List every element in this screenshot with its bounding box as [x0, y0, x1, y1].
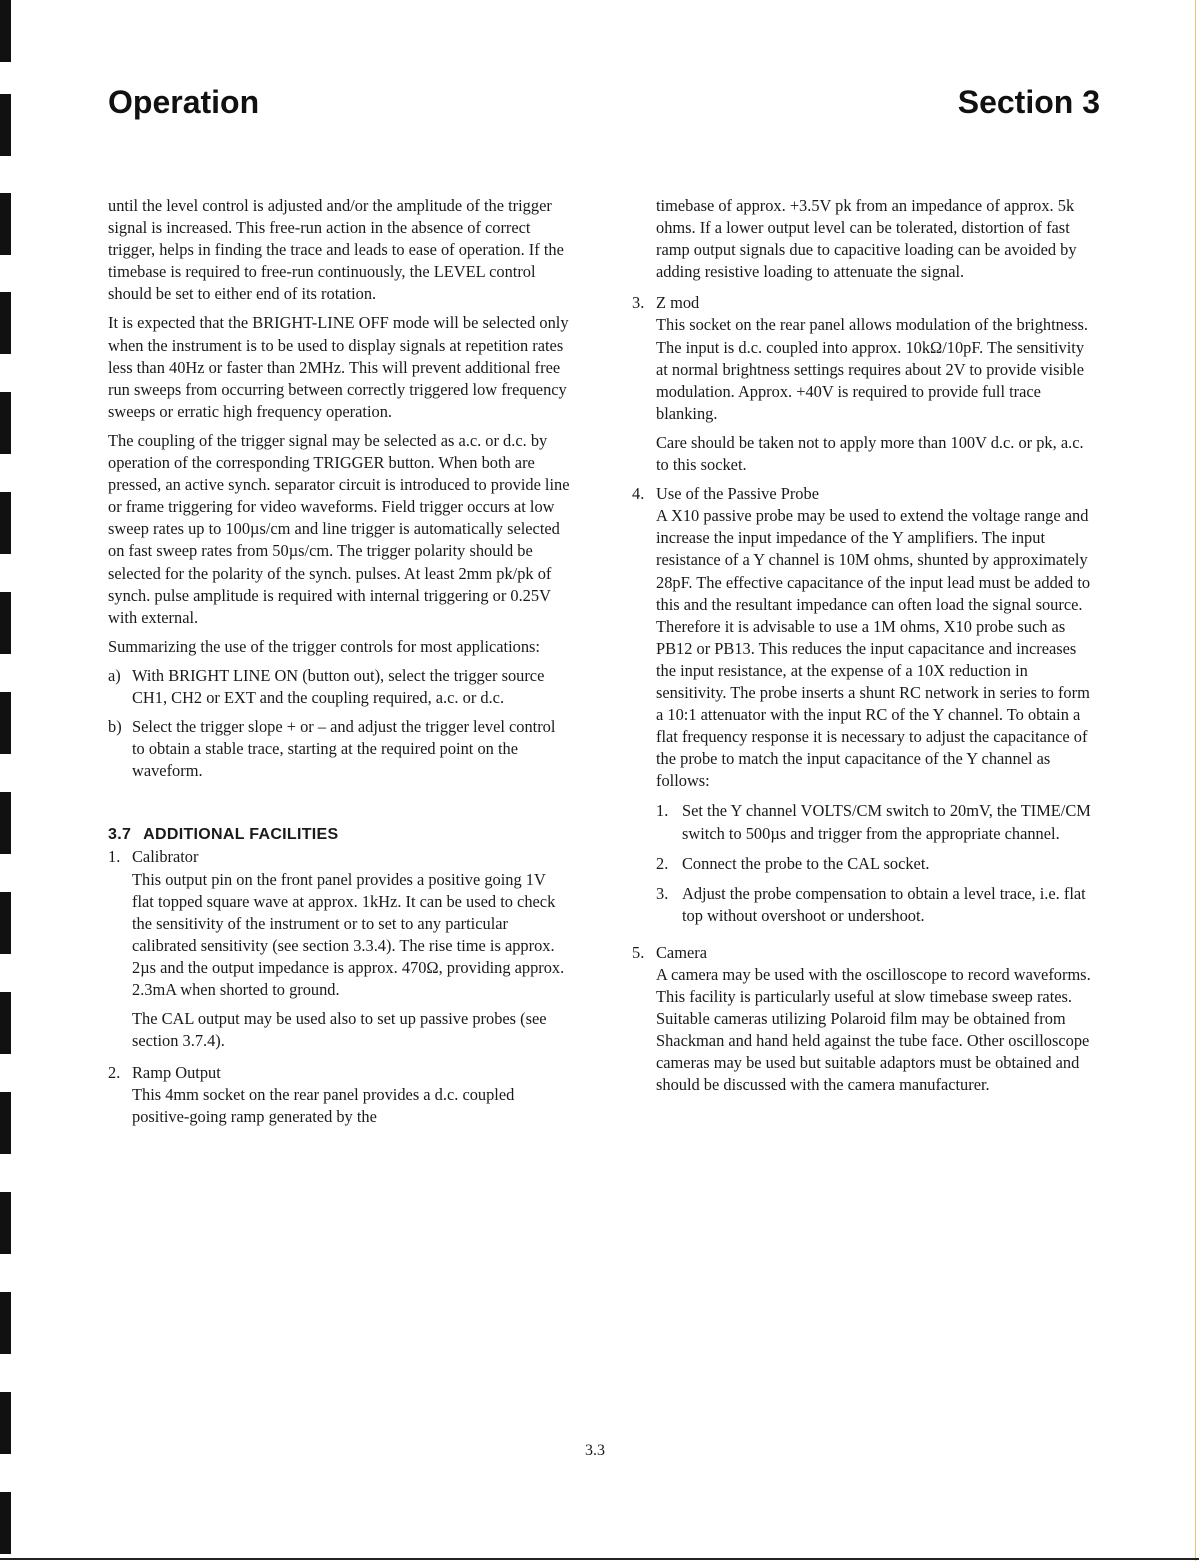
summary-item	[108, 716, 570, 782]
item-body: This output pin on the front panel provides a positive going 1V flat topped square wave at approx. 1kHz. It can be used to check the sensitivity of the instrument or to set to any particular calibrated sensitivity (see section 3.3.4). The rise time is approx. 2µs and the output impedance is approx. 470Ω, providing approx. 2.3mA when shorted to ground.	[132, 869, 565, 999]
binding-bar	[0, 1092, 11, 1154]
binding-bar	[0, 492, 11, 554]
binding-bar	[0, 193, 11, 255]
step-list	[656, 800, 1096, 926]
step-text: Adjust the probe compensation to obtain a level trace, i.e. flat top without overshoot or undershoot.	[682, 883, 1086, 925]
item-marker: a)	[108, 665, 121, 685]
facility-item	[632, 292, 1096, 476]
binding-bar	[0, 1392, 11, 1454]
step-marker: 2.	[656, 853, 669, 873]
page-number: 3.3	[585, 1442, 605, 1459]
step-item	[656, 853, 1096, 875]
binding-bar	[0, 1192, 11, 1254]
item-body: This socket on the rear panel allows modulation of the brightness. The input is d.c. coupled into approx. 10kΩ/10pF. The sensitivity at normal brightness settings requires about 2V to provide visible modulation. Approx. +40V is required to provide full trace blanking.	[656, 315, 1088, 423]
facility-item	[108, 1062, 570, 1128]
binding-bar	[0, 1292, 11, 1354]
binding-bar	[0, 292, 11, 354]
binding-bar	[0, 0, 11, 62]
facility-item	[632, 942, 1096, 1097]
step-marker: 3.	[656, 883, 669, 903]
section-label: Section 3	[957, 84, 1100, 120]
binding-bar	[0, 392, 11, 454]
binding-bar	[0, 792, 11, 854]
page-title: Operation	[108, 84, 260, 120]
item-extra: The CAL output may be used also to set up passive probes (see section 3.7.4).	[132, 1009, 547, 1051]
item-marker: 3.	[632, 293, 645, 313]
facility-item	[632, 483, 1096, 935]
binding-marks	[0, 0, 12, 1561]
item-marker: 5.	[632, 942, 645, 962]
binding-bar	[0, 992, 11, 1054]
page-edge-line	[1195, 0, 1196, 1561]
item-text: With BRIGHT LINE ON (button out), select the trigger source CH1, CH2 or EXT and the coupling required, a.c. or d.c.	[132, 665, 545, 707]
step-item	[656, 883, 1096, 927]
item-marker: 4.	[632, 484, 645, 504]
item-text: Select the trigger slope + or – and adjust the trigger level control to obtain a stable trace, starting at the required point on the waveform.	[132, 717, 556, 781]
item-title: Use of the Passive Probe	[656, 484, 819, 504]
binding-bar	[0, 94, 11, 156]
step-text: Connect the probe to the CAL socket.	[682, 853, 930, 873]
paragraph: timebase of approx. +3.5V pk from an impedance of approx. 5k ohms. If a lower output level can be tolerated, distortion of fast ramp output signals due to capacitive loading can be avoided by adding resistive loading to attenuate the signal.	[656, 196, 1077, 282]
step-text: Set the Y channel VOLTS/CM switch to 20mV, the TIME/CM switch to 500µs and trigger from the appropriate channel.	[682, 801, 1091, 843]
summary-item	[108, 665, 570, 709]
paragraph: The coupling of the trigger signal may be selected as a.c. or d.c. by operation of the corresponding TRIGGER button. When both are pressed, an active synch. separator circuit is introduced to provide line or frame triggering for video waveforms. Field trigger occurs at low sweep rates up to 100µs/cm and line trigger is automatically selected on fast sweep rates from 50µs/cm. The trigger polarity should be selected for the polarity of the synch. pulses. At least 2mm pk/pk of synch. pulse amplitude is required with internal triggering or 0.25V with external.	[108, 430, 570, 627]
page-bottom-edge	[0, 1558, 1199, 1560]
item-body: A camera may be used with the oscilloscope to record waveforms. This facility is particularly useful at slow timebase sweep rates. Suitable cameras utilizing Polaroid film may be obtained from Shackman and hand held against the tube face. Other oscilloscope cameras may be used but suitable adaptors must be obtained and should be discussed with the camera manufacturer.	[656, 965, 1091, 1095]
binding-bar	[0, 692, 11, 754]
item-body: This 4mm socket on the rear panel provides a d.c. coupled positive-going ramp generated by the	[132, 1085, 515, 1127]
binding-bar	[0, 892, 11, 954]
binding-bar	[0, 1492, 11, 1554]
item-title: Ramp Output	[132, 1063, 221, 1083]
left-column	[108, 195, 570, 1136]
paragraph: until the level control is adjusted and/or the amplitude of the trigger signal is increased. This free-run action in the absence of correct trigger, helps in finding the trace and leads to ease of operation. If the timebase is required to free-run continuously, the LEVEL control should be set to either end of its rotation.	[108, 196, 564, 304]
step-marker: 1.	[656, 801, 669, 821]
item-body: A X10 passive probe may be used to extend the voltage range and increase the input impedance of the Y amplifiers. The input resistance of a Y channel is 10M ohms, shunted by approximately 28pF. The effective capacitance of the input lead must be added to this and the resultant impedance can often load the signal source. Therefore it is advisable to use a 1M ohms, X10 probe such as PB12 or PB13. This reduces the input capacitance and increases the input resistance, at the expense of a 10X reduction in sensitivity. The probe inserts a shunt RC network in series to form a 10:1 attenuator with the input RC of the Y channel. To obtain a flat frequency response it is necessary to adjust the capacitance of the probe to match the input capacitance of the Y channel as follows:	[656, 506, 1091, 791]
item-title: Z mod	[656, 293, 700, 313]
step-item	[656, 800, 1096, 844]
binding-bar	[0, 592, 11, 654]
facility-item	[108, 846, 570, 1052]
section-title: ADDITIONAL FACILITIES	[143, 826, 339, 844]
paragraph: Summarizing the use of the trigger controls for most applications:	[108, 636, 540, 656]
section-heading	[108, 824, 570, 846]
item-title: Camera	[656, 942, 707, 962]
paragraph: It is expected that the BRIGHT-LINE OFF mode will be selected only when the instrument is to be used to display signals at repetition rates less than 40Hz or faster than 2MHz. This will prevent additional free run sweeps from occurring between correctly triggered low frequency sweeps or erratic high frequency operation.	[108, 313, 569, 421]
item-marker: b)	[108, 717, 122, 737]
item-marker: 1.	[108, 847, 121, 867]
item-extra: Care should be taken not to apply more than 100V d.c. or pk, a.c. to this socket.	[656, 432, 1084, 475]
section-number: 3.7	[108, 826, 132, 844]
item-marker: 2.	[108, 1063, 121, 1083]
right-column	[632, 195, 1096, 1104]
item-title: Calibrator	[132, 847, 199, 867]
